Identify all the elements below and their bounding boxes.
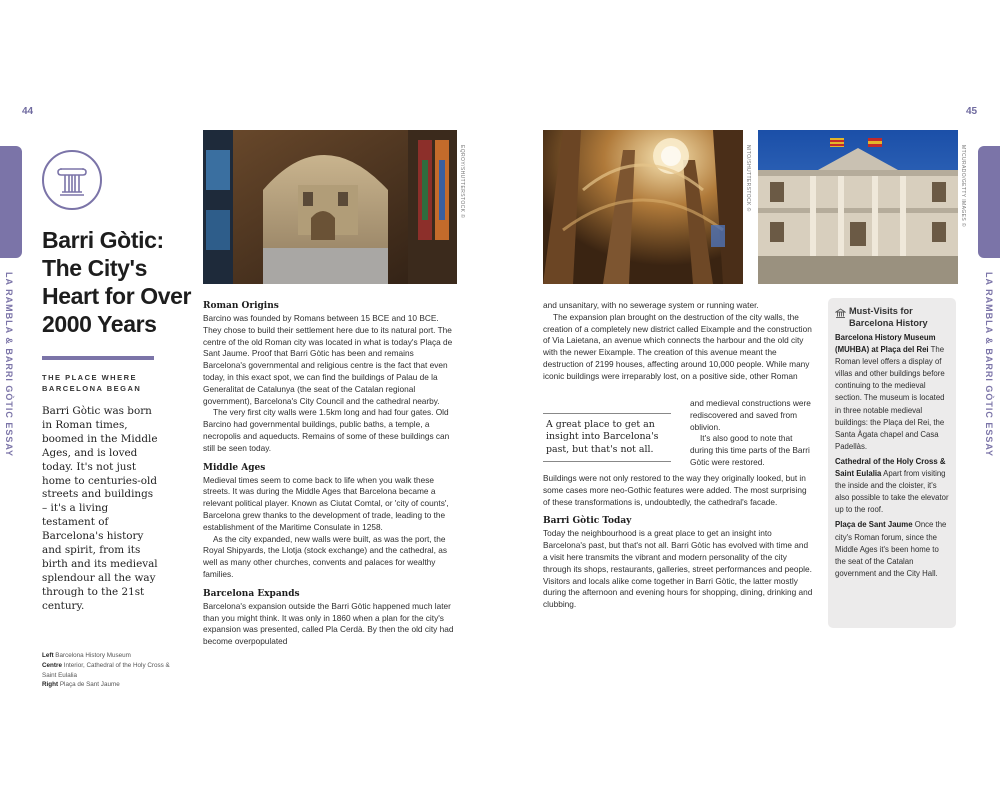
- article-column-2: [543, 300, 815, 383]
- caption-centre: Centre Interior, Cathedral of the Holy Cross & Saint Eulalia: [42, 661, 170, 679]
- column-icon: [42, 150, 102, 210]
- heading-barcelona-expands: Barcelona Expands: [203, 588, 300, 599]
- paragraph: and medieval constructions were rediscovered and saved from oblivion.: [690, 398, 811, 432]
- heading-middle-ages: Middle Ages: [203, 462, 266, 473]
- paragraph: Buildings were not only restored to the way they originally looked, but in some cases more neo-Gothic features were added. The most surprising of these transformations is, undoubtedly, the cathedral's facade.: [543, 473, 807, 507]
- photo-cathedral-interior: [543, 130, 743, 284]
- page-number-right: 45: [966, 106, 978, 117]
- photo-credit-right: MTCURADO/GETTY IMAGES ©: [960, 145, 966, 227]
- kicker: THE PLACE WHERE BARCELONA BEGAN: [42, 373, 142, 393]
- page-number-left: 44: [22, 106, 34, 117]
- paragraph: and unsanitary, with no sewerage system or running water.: [543, 300, 759, 310]
- paragraph: Medieval times seem to come back to life when you walk these streets. It was during the Middle Ages that Barcelona became a relevant political player. Known as Ciutat Comtal, or 'city of counts', Barcelona grew thanks to the development of trade, leading to the establishment of the Maritime Consulate in 1258.: [203, 474, 449, 532]
- section-label-right: LA RAMBLA & BARRI GÒTIC ESSAY: [984, 272, 994, 458]
- article-column-1: [203, 300, 455, 648]
- paragraph: The expansion plan brought on the destruction of the city walls, the creation of a completely new district called Eixample and the construction of Via Laietana, an avenue which connects the harbour and the old city with the newer Eixample. The creation of this avenue meant the destruction of 2199 houses, affecting around 10,000 people. While many iconic buildings were irreparably lost, on a positive side, other Roman: [543, 311, 812, 381]
- paragraph: It's also good to note that during this time parts of the Barri Gòtic were restored.: [690, 433, 810, 467]
- section-tab-right: [978, 146, 1000, 258]
- photo-history-museum: [203, 130, 457, 284]
- must-visits-sidebar: [828, 298, 956, 628]
- photo-placa-sant-jaume: [758, 130, 958, 284]
- sidebar-item: Cathedral of the Holy Cross & Saint Eulalia Apart from visiting the inside and the cloister, it's also possible to take the elevator up to the roof.: [835, 456, 949, 515]
- photo-credit-left: EQROY/SHUTTERSTOCK ©: [459, 145, 465, 219]
- photo-credit-centre: NITO/SHUTTERSTOCK ©: [745, 145, 751, 212]
- article-column-2-wrap: [690, 398, 816, 469]
- sidebar-item: Plaça de Sant Jaume Once the city's Roman forum, since the Middle Ages it's been home to the seat of the Catalan government and the City Hall.: [835, 520, 947, 578]
- paragraph: The very first city walls were 1.5km long and had four gates. Old Barcino had governmental buildings, public baths, a temple, a necropolis and aqueducts. Remains of some of these buildings can still be seen today.: [203, 407, 450, 453]
- caption-left: Left Barcelona History Museum: [42, 652, 131, 659]
- paragraph: Barcelona's expansion outside the Barri Gòtic happened much later than you might think. It was only in 1860 when a plan for the city's expansion was presented, called Pla Cerdà. By then the old city had become overpopulated: [203, 600, 454, 647]
- heading-barri-gotic-today: Barri Gòtic Today: [543, 516, 632, 527]
- paragraph: As the city expanded, new walls were built, as was the port, the Royal Shipyards, the Llotja (stock exchange) and the cathedral, as well as many other churches, convents and palaces for wealthy families.: [203, 533, 447, 579]
- caption-right: Right Plaça de Sant Jaume: [42, 681, 120, 689]
- page-title: Barri Gòtic: The City's Heart for Over 2000 Years: [42, 227, 192, 337]
- sidebar-item: Barcelona History Museum (MUHBA) at Plaça del Rei The Roman level offers a display of villas and other buildings before continuing to the medieval section. The museum is located in three notable medieval buildings: the Plaça del Rei, the Santa Àgata chapel and Casa Padellàs.: [835, 333, 945, 451]
- paragraph: Today the neighbourhood is a great place to get an insight into Barcelona's past, but that's not all. Barri Gòtic has evolved with time and a visit here transmits the vibrant and modern personality of the city through its shops, restaurants, galleries, street performances and people. Visitors and locals alike come together in Barri Gòtic, the latter mostly during the afternoon and evening hours for shopping, dining, drinking and clubbing.: [543, 528, 813, 610]
- sidebar-heading: Must-Visits for Barcelona History: [835, 306, 949, 329]
- paragraph: Barcino was founded by Romans between 15 BCE and 10 BCE. They chose to build their settlement here due to its natural port. The centre of the old Roman city was located in what is today's Plaça de Sant Jaume. Proof that Barri Gòtic has been and remains Barcelona's governmental and religious centre is the fact that even today, in this exact spot, we can find the buildings of Palau de la Generalitat de Catalunya (the seat of the Catalan regional government), Barcelona's City Council and the cathedral nearby.: [203, 313, 453, 406]
- photo-captions: [42, 651, 172, 690]
- intro-text: Barri Gòtic was born in Roman times, boomed in the Middle Ages, and is loved today. It's not just home to centuries-old streets and buildings – it's a living testament of Barcelona's history and spirit, from its birth and its medieval splendour all the way through to the 21st century.: [42, 405, 158, 612]
- section-label-left: LA RAMBLA & BARRI GÒTIC ESSAY: [4, 272, 14, 458]
- museum-icon: [835, 308, 846, 319]
- heading-roman-origins: Roman Origins: [203, 301, 279, 311]
- section-tab-left: [0, 146, 22, 258]
- title-divider: [42, 356, 154, 360]
- pull-quote: A great place to get an insight into Barcelona's past, but that's not all.: [543, 413, 671, 462]
- article-column-2-lower: [543, 473, 815, 611]
